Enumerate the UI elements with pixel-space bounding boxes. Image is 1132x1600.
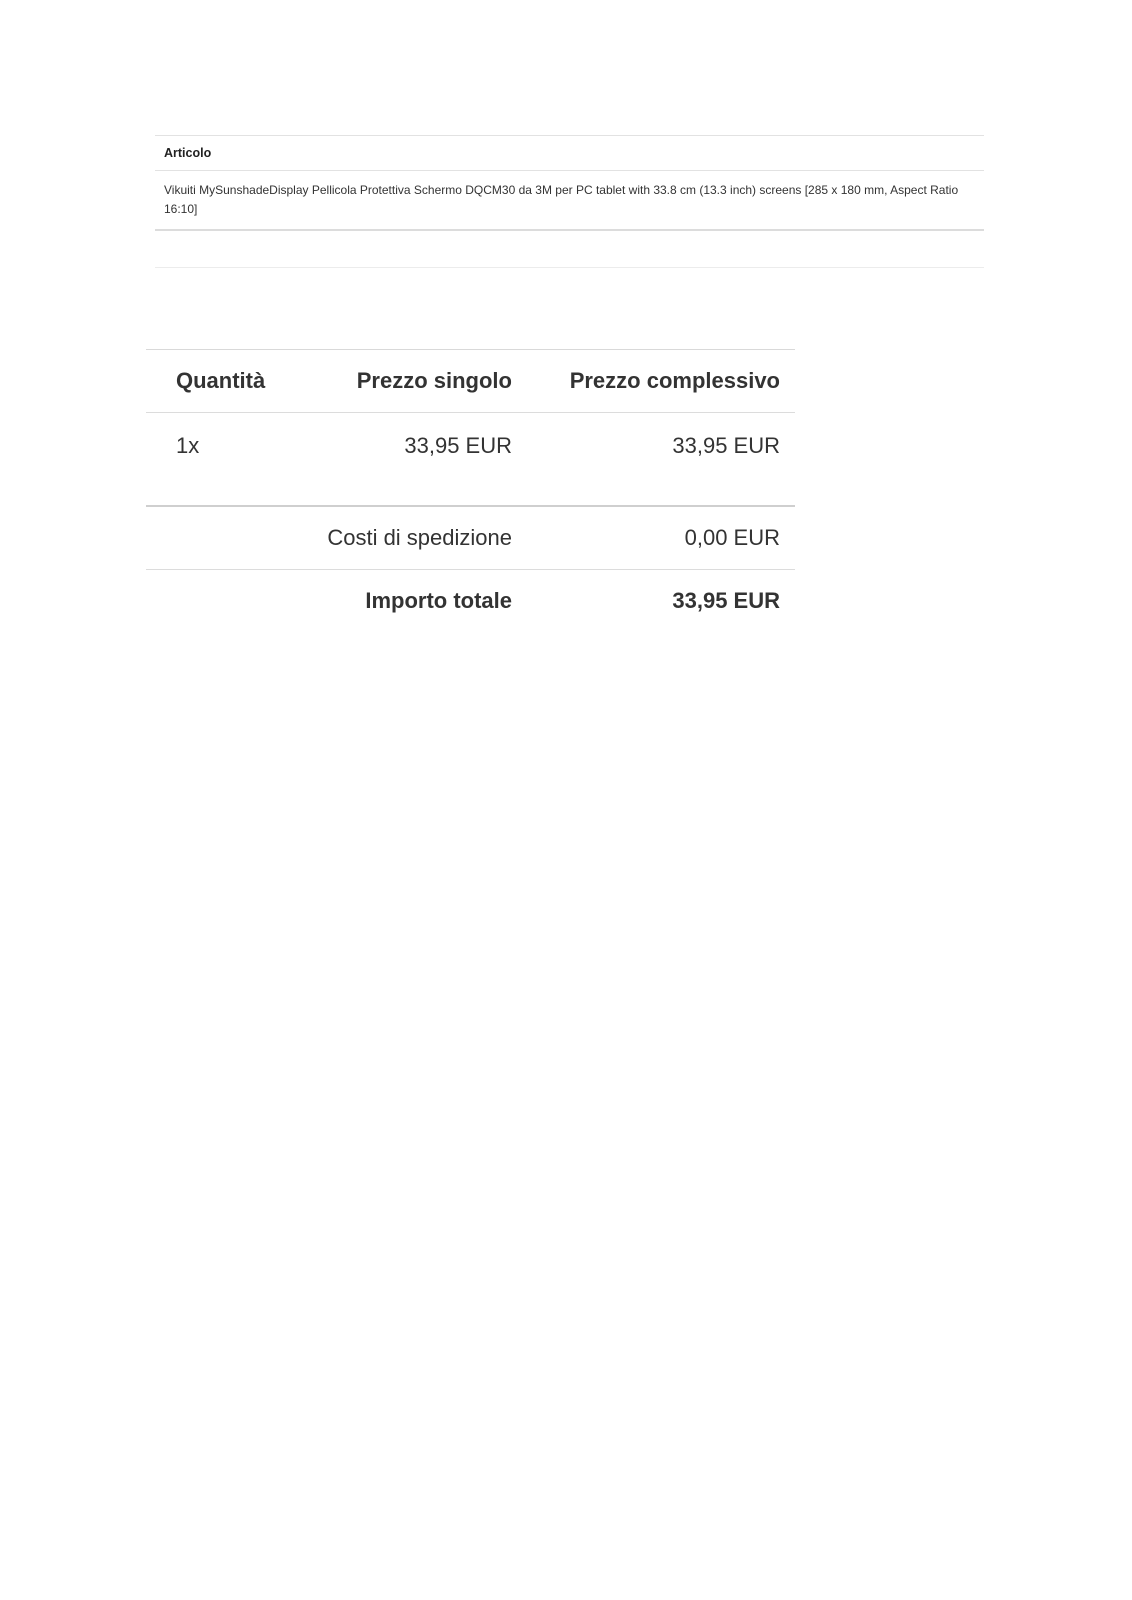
item-unit-price: 33,95 EUR	[404, 433, 512, 458]
quantity-header: Quantità	[176, 368, 266, 393]
total-price-header: Prezzo complessivo	[569, 368, 780, 393]
grand-total-value: 33,95 EUR	[672, 588, 780, 613]
item-quantity: 1x	[176, 433, 200, 458]
shipping-label: Costi di spedizione	[327, 525, 512, 550]
totals-table	[146, 349, 795, 632]
grand-total-row	[146, 570, 795, 632]
grand-total-label: Importo totale	[365, 588, 512, 613]
article-table	[155, 135, 984, 268]
article-description: Vikuiti MySunshadeDisplay Pellicola Protettiva Schermo DQCM30 da 3M per PC tablet with 33.8 cm (13.3 inch) screens [285 x 180 mm, Aspect Ratio 16:10]	[155, 171, 984, 231]
totals-header-row	[146, 349, 795, 413]
item-row	[146, 413, 795, 507]
shipping-row	[146, 507, 795, 570]
item-total-price: 33,95 EUR	[672, 433, 780, 458]
unit-price-header: Prezzo singolo	[356, 368, 512, 393]
article-column-header: Articolo	[155, 135, 984, 171]
shipping-value: 0,00 EUR	[684, 525, 780, 550]
article-table-spacer	[155, 231, 984, 268]
